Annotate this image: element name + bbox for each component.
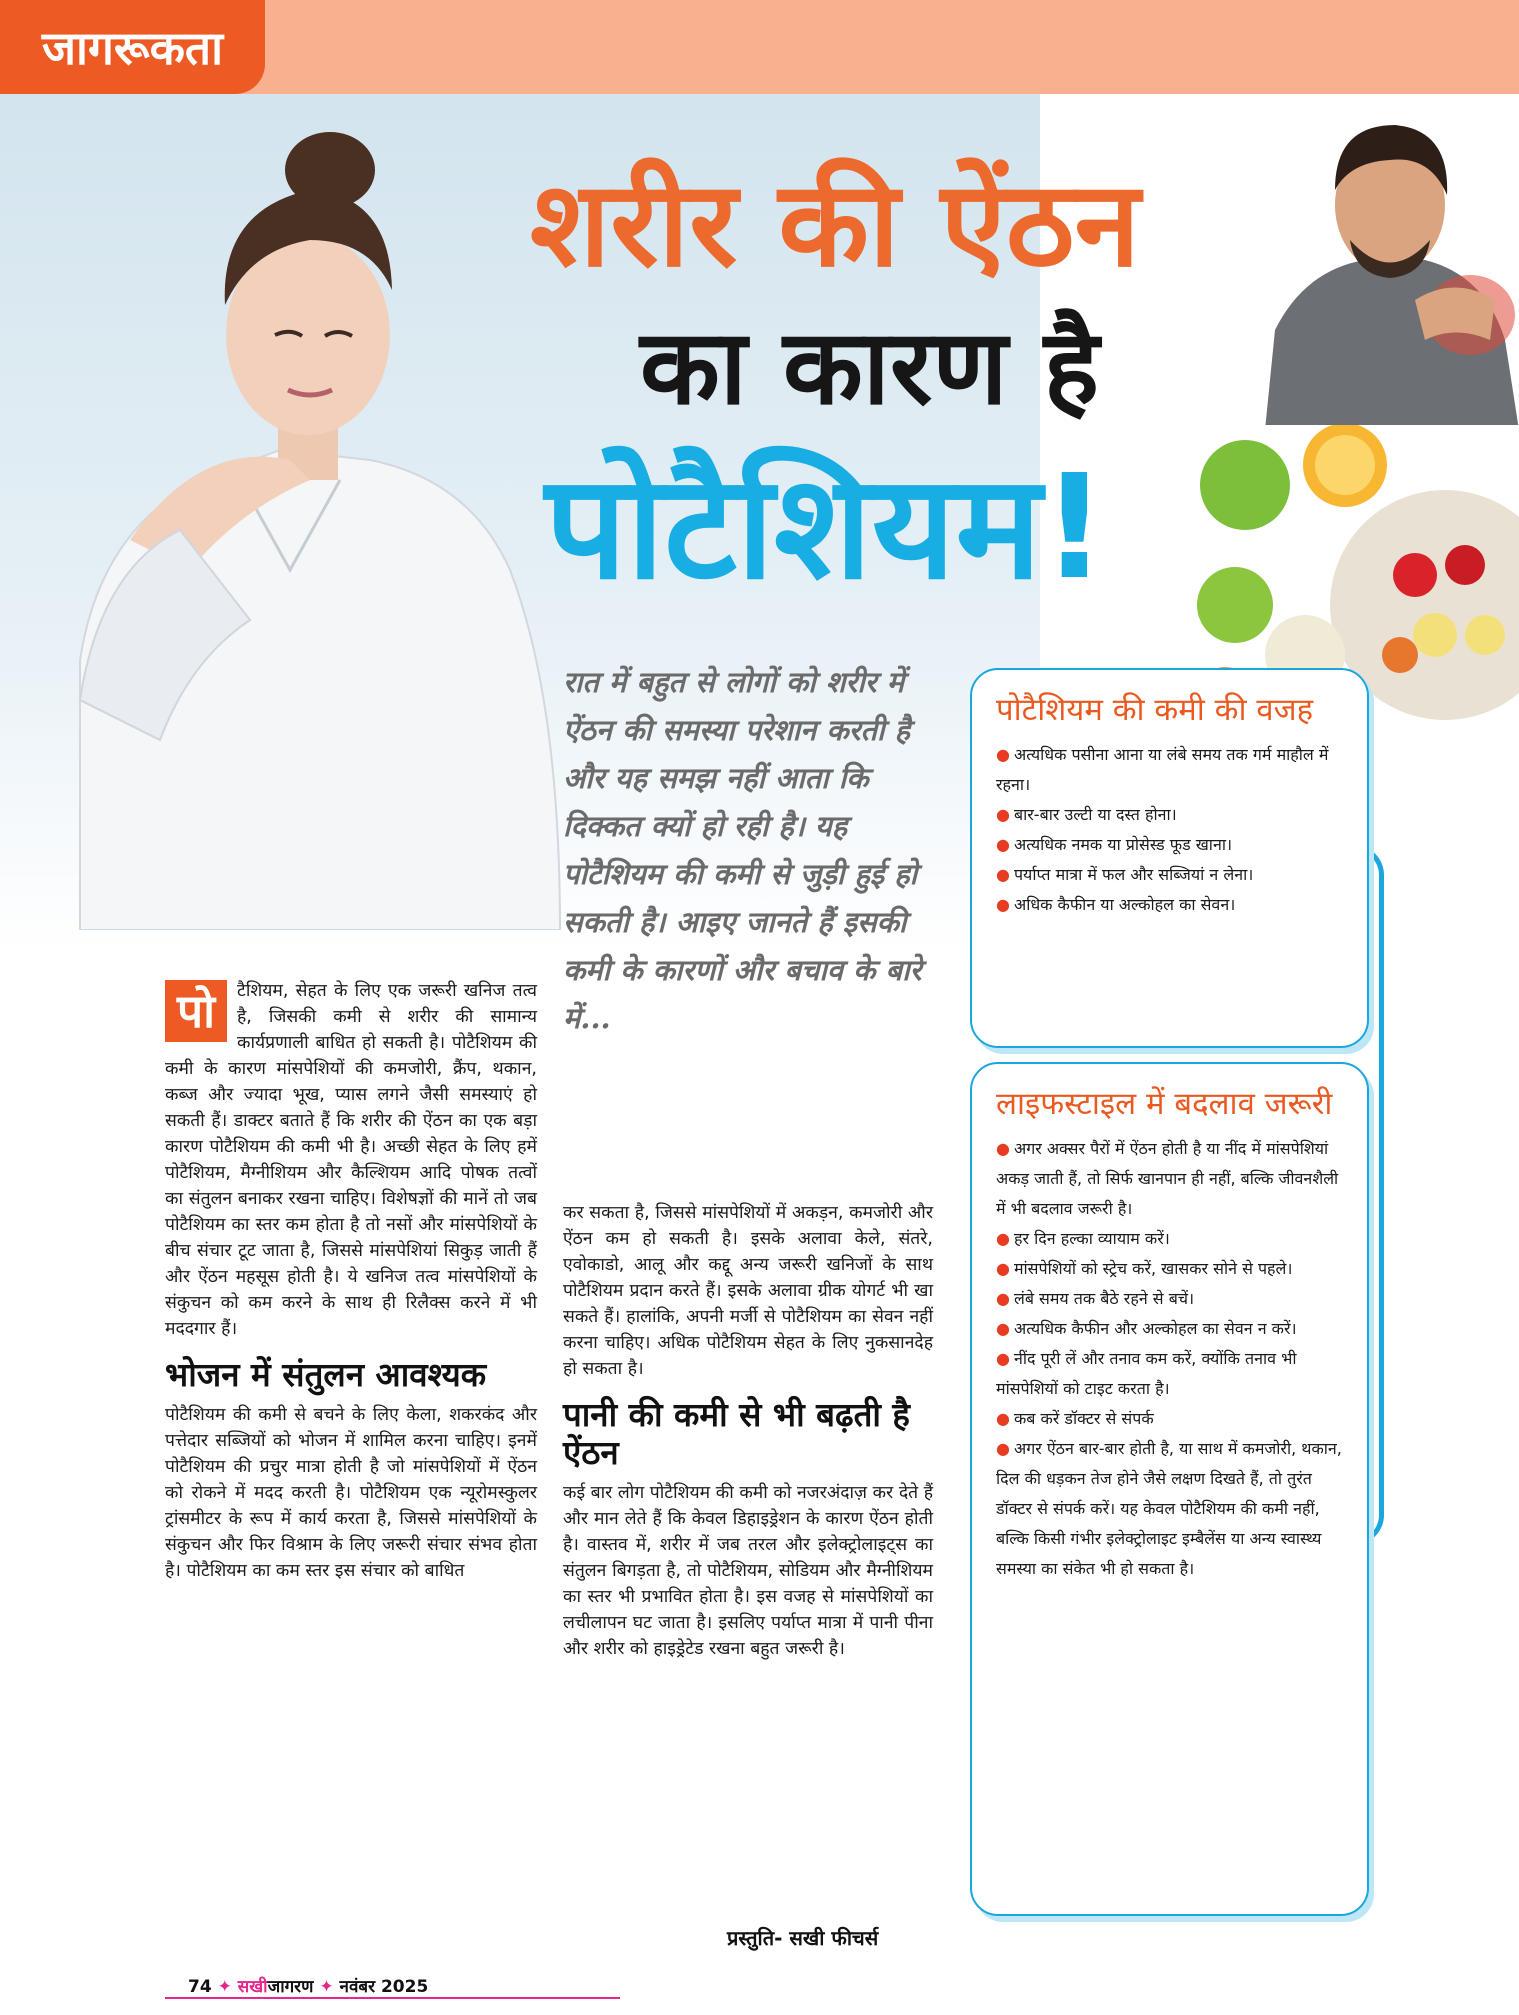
bullet-icon: ● xyxy=(996,1349,1010,1368)
star-icon: ✦ xyxy=(319,1977,334,1997)
list-item: ● अत्यधिक नमक या प्रोसेस्ड फूड खाना। xyxy=(996,835,1233,854)
brand-jagran: जागरण xyxy=(267,1977,314,1997)
list-item: ● बार-बार उल्टी या दस्त होना। xyxy=(996,805,1177,824)
section-tag: जागरूकता xyxy=(0,0,265,94)
bullet-icon: ● xyxy=(996,805,1010,824)
brand-sakhi: सखी xyxy=(237,1977,268,1997)
causes-box xyxy=(970,668,1369,1048)
list-item: ● अत्यधिक कैफीन और अल्कोहल का सेवन न करें। xyxy=(996,1319,1297,1338)
article-credit: प्रस्तुति- सखी फीचर्स xyxy=(727,1926,879,1950)
list-item: ● अगर ऐंठन बार-बार होती है, या साथ में कमजोरी, थकान, दिल की धड़कन तेज होने जैसे लक्षण दिखते हैं, तो तुरंत डॉक्टर से संपर्क करें। यह केवल पोटैशियम की कमी नहीं, बल्कि किसी गंभीर इलेक्ट्रोलाइट इम्बैलेंस या अन्य स्वास्थ्य समस्या का संकेत भी हो सकता है। xyxy=(996,1439,1342,1578)
man-shoulder-pain-photo xyxy=(1255,100,1519,430)
box-title: पोटैशियम की कमी की वजह xyxy=(996,692,1314,728)
bullet-icon: ● xyxy=(996,1409,1010,1428)
list-item: ● मांसपेशियों को स्ट्रेच करें, खासकर सोने से पहले। xyxy=(996,1259,1293,1278)
title-line-2: का कारण है xyxy=(640,306,1099,428)
lifestyle-list xyxy=(996,1134,1349,1584)
list-item: ● अधिक कैफीन या अल्कोहल का सेवन। xyxy=(996,895,1236,914)
lifestyle-box xyxy=(970,1062,1369,1916)
title-line-1: शरीर की ऐंठन xyxy=(530,155,1140,293)
bullet-icon: ● xyxy=(996,1319,1010,1338)
issue-date: नवंबर 2025 xyxy=(339,1977,429,1997)
paragraph: कई बार लोग पोटैशियम की कमी को नजरअंदाज़ कर देते हैं और मान लेते हैं कि केवल डिहाइड्रेशन के कारण ऐंठन होती है। वास्तव में, शरीर में जब तरल और इलेक्ट्रोलाइट्स का संतुलन बिगड़ता है, तो पोटैशियम, सोडियम और मैग्नीशियम का स्तर भी प्रभावित होता है। इस वजह से मांसपेशियों का लचीलापन घट जाता है। इसलिए पर्याप्त मात्रा में पानी पीना और शरीर को हाइड्रेटेड रखना बहुत जरूरी है। xyxy=(563,1483,933,1659)
list-item: ● पर्याप्त मात्रा में फल और सब्जियां न लेना। xyxy=(996,865,1254,884)
box-title: लाइफस्टाइल में बदलाव जरूरी xyxy=(996,1086,1333,1122)
subheading: भोजन में संतुलन आवश्यक xyxy=(165,1355,487,1394)
list-item: ● अत्यधिक पसीना आना या लंबे समय तक गर्म माहौल में रहना। xyxy=(996,745,1329,794)
woman-shoulder-pain-photo xyxy=(40,100,580,930)
list-item: ● लंबे समय तक बैठे रहने से बचें। xyxy=(996,1289,1195,1308)
paragraph: पोटैशियम की कमी से बचने के लिए केला, शकरकंद और पत्तेदार सब्जियों को भोजन में शामिल करना चाहिए। इनमें पोटैशियम की प्रचुर मात्रा होती है जो मांसपेशियों में ऐंठन को रोकने में मदद करती है। पोटैशियम एक न्यूरोमस्कुलर ट्रांसमीटर के रूप में कार्य करता है, जिससे मांसपेशियों के संकुचन और फिर विश्राम के लिए जरूरी संचार संभव होता है। पोटैशियम का कम स्तर इस संचार को बाधित xyxy=(165,1405,537,1581)
article-column-1 xyxy=(165,978,537,1584)
bullet-icon: ● xyxy=(996,835,1010,854)
bullet-icon: ● xyxy=(996,1439,1010,1458)
bullet-icon: ● xyxy=(996,1229,1010,1248)
bullet-icon: ● xyxy=(996,745,1010,764)
bullet-icon: ● xyxy=(996,865,1010,884)
paragraph: कर सकता है, जिससे मांसपेशियों में अकड़न, कमजोरी और ऐंठन कम हो सकती है। इसके अलावा केले, संतरे, एवोकाडो, आलू और कद्दू अन्य जरूरी खनिजों के साथ पोटैशियम प्रदान करते हैं। इसके अलावा ग्रीक योगर्ट भी खा सकते हैं। हालांकि, अपनी मर्जी से पोटैशियम का सेवन नहीं करना चाहिए। अधिक पोटैशियम सेहत के लिए नुकसानदेह हो सकता है। xyxy=(563,1203,933,1379)
star-icon: ✦ xyxy=(217,1977,232,1997)
list-item: ● अगर अक्सर पैरों में ऐंठन होती है या नींद में मांसपेशियां अकड़ जाती हैं, तो सिर्फ खानपान ही नहीं, बल्कि जीवनशैली में भी बदलाव जरूरी है। xyxy=(996,1139,1339,1218)
list-item: ● कब करें डॉक्टर से संपर्क xyxy=(996,1409,1154,1428)
causes-list xyxy=(996,740,1349,920)
article-column-2 xyxy=(563,1200,933,1662)
bullet-icon: ● xyxy=(996,895,1010,914)
intro-text: रात में बहुत से लोगों को शरीर में ऐंठन की समस्या परेशान करती है और यह समझ नहीं आता कि दिक्कत क्यों हो रही है। यह पोटैशियम की कमी से जुड़ी हुई हो सकती है। आइए जानते हैं इसकी कमी के कारणों और बचाव के बारे में... xyxy=(563,665,922,1035)
page-footer xyxy=(188,1974,428,1997)
list-item: ● नींद पूरी लें और तनाव कम करें, क्योंकि तनाव भी मांसपेशियों को टाइट करता है। xyxy=(996,1349,1297,1398)
page-number: 74 xyxy=(188,1977,212,1997)
bullet-icon: ● xyxy=(996,1139,1010,1158)
list-item: ● हर दिन हल्का व्यायाम करें। xyxy=(996,1229,1170,1248)
bullet-icon: ● xyxy=(996,1259,1010,1278)
title-line-3: पोटैशियम! xyxy=(545,443,1108,611)
subheading: पानी की कमी से भी बढ़ती है ऐंठन xyxy=(563,1395,910,1472)
drop-cap: पो xyxy=(165,980,227,1042)
footer-line xyxy=(165,1997,620,1999)
bullet-icon: ● xyxy=(996,1289,1010,1308)
paragraph: टैशियम, सेहत के लिए एक जरूरी खनिज तत्व है, जिसकी कमी से शरीर की सामान्य कार्यप्रणाली बाधित हो सकती है। पोटैशियम की कमी के कारण मांसपेशियों की कमजोरी, क्रैंप, थकान, कब्ज और ज्यादा भूख, प्यास लगने जैसी समस्याएं हो सकती हैं। डाक्टर बताते हैं कि शरीर की ऐंठन का एक बड़ा कारण पोटैशियम की कमी भी है। अच्छी सेहत के लिए हमें पोटैशियम, मैग्नीशियम और कैल्शियम आदि पोषक तत्वों का संतुलन बनाकर रखना चाहिए। विशेषज्ञों की मानें तो जब पोटैशियम का स्तर कम होता है तो नसों और मांसपेशियों के बीच संचार टूट जाता है, जिससे मांसपेशियां सिकुड़ जाती हैं और ऐंठन महसूस होती है। ये खनिज तत्व मांसपेशियों के संकुचन को कम करने के साथ ही रिलैक्स करने में भी मददगार हैं। xyxy=(165,981,537,1339)
